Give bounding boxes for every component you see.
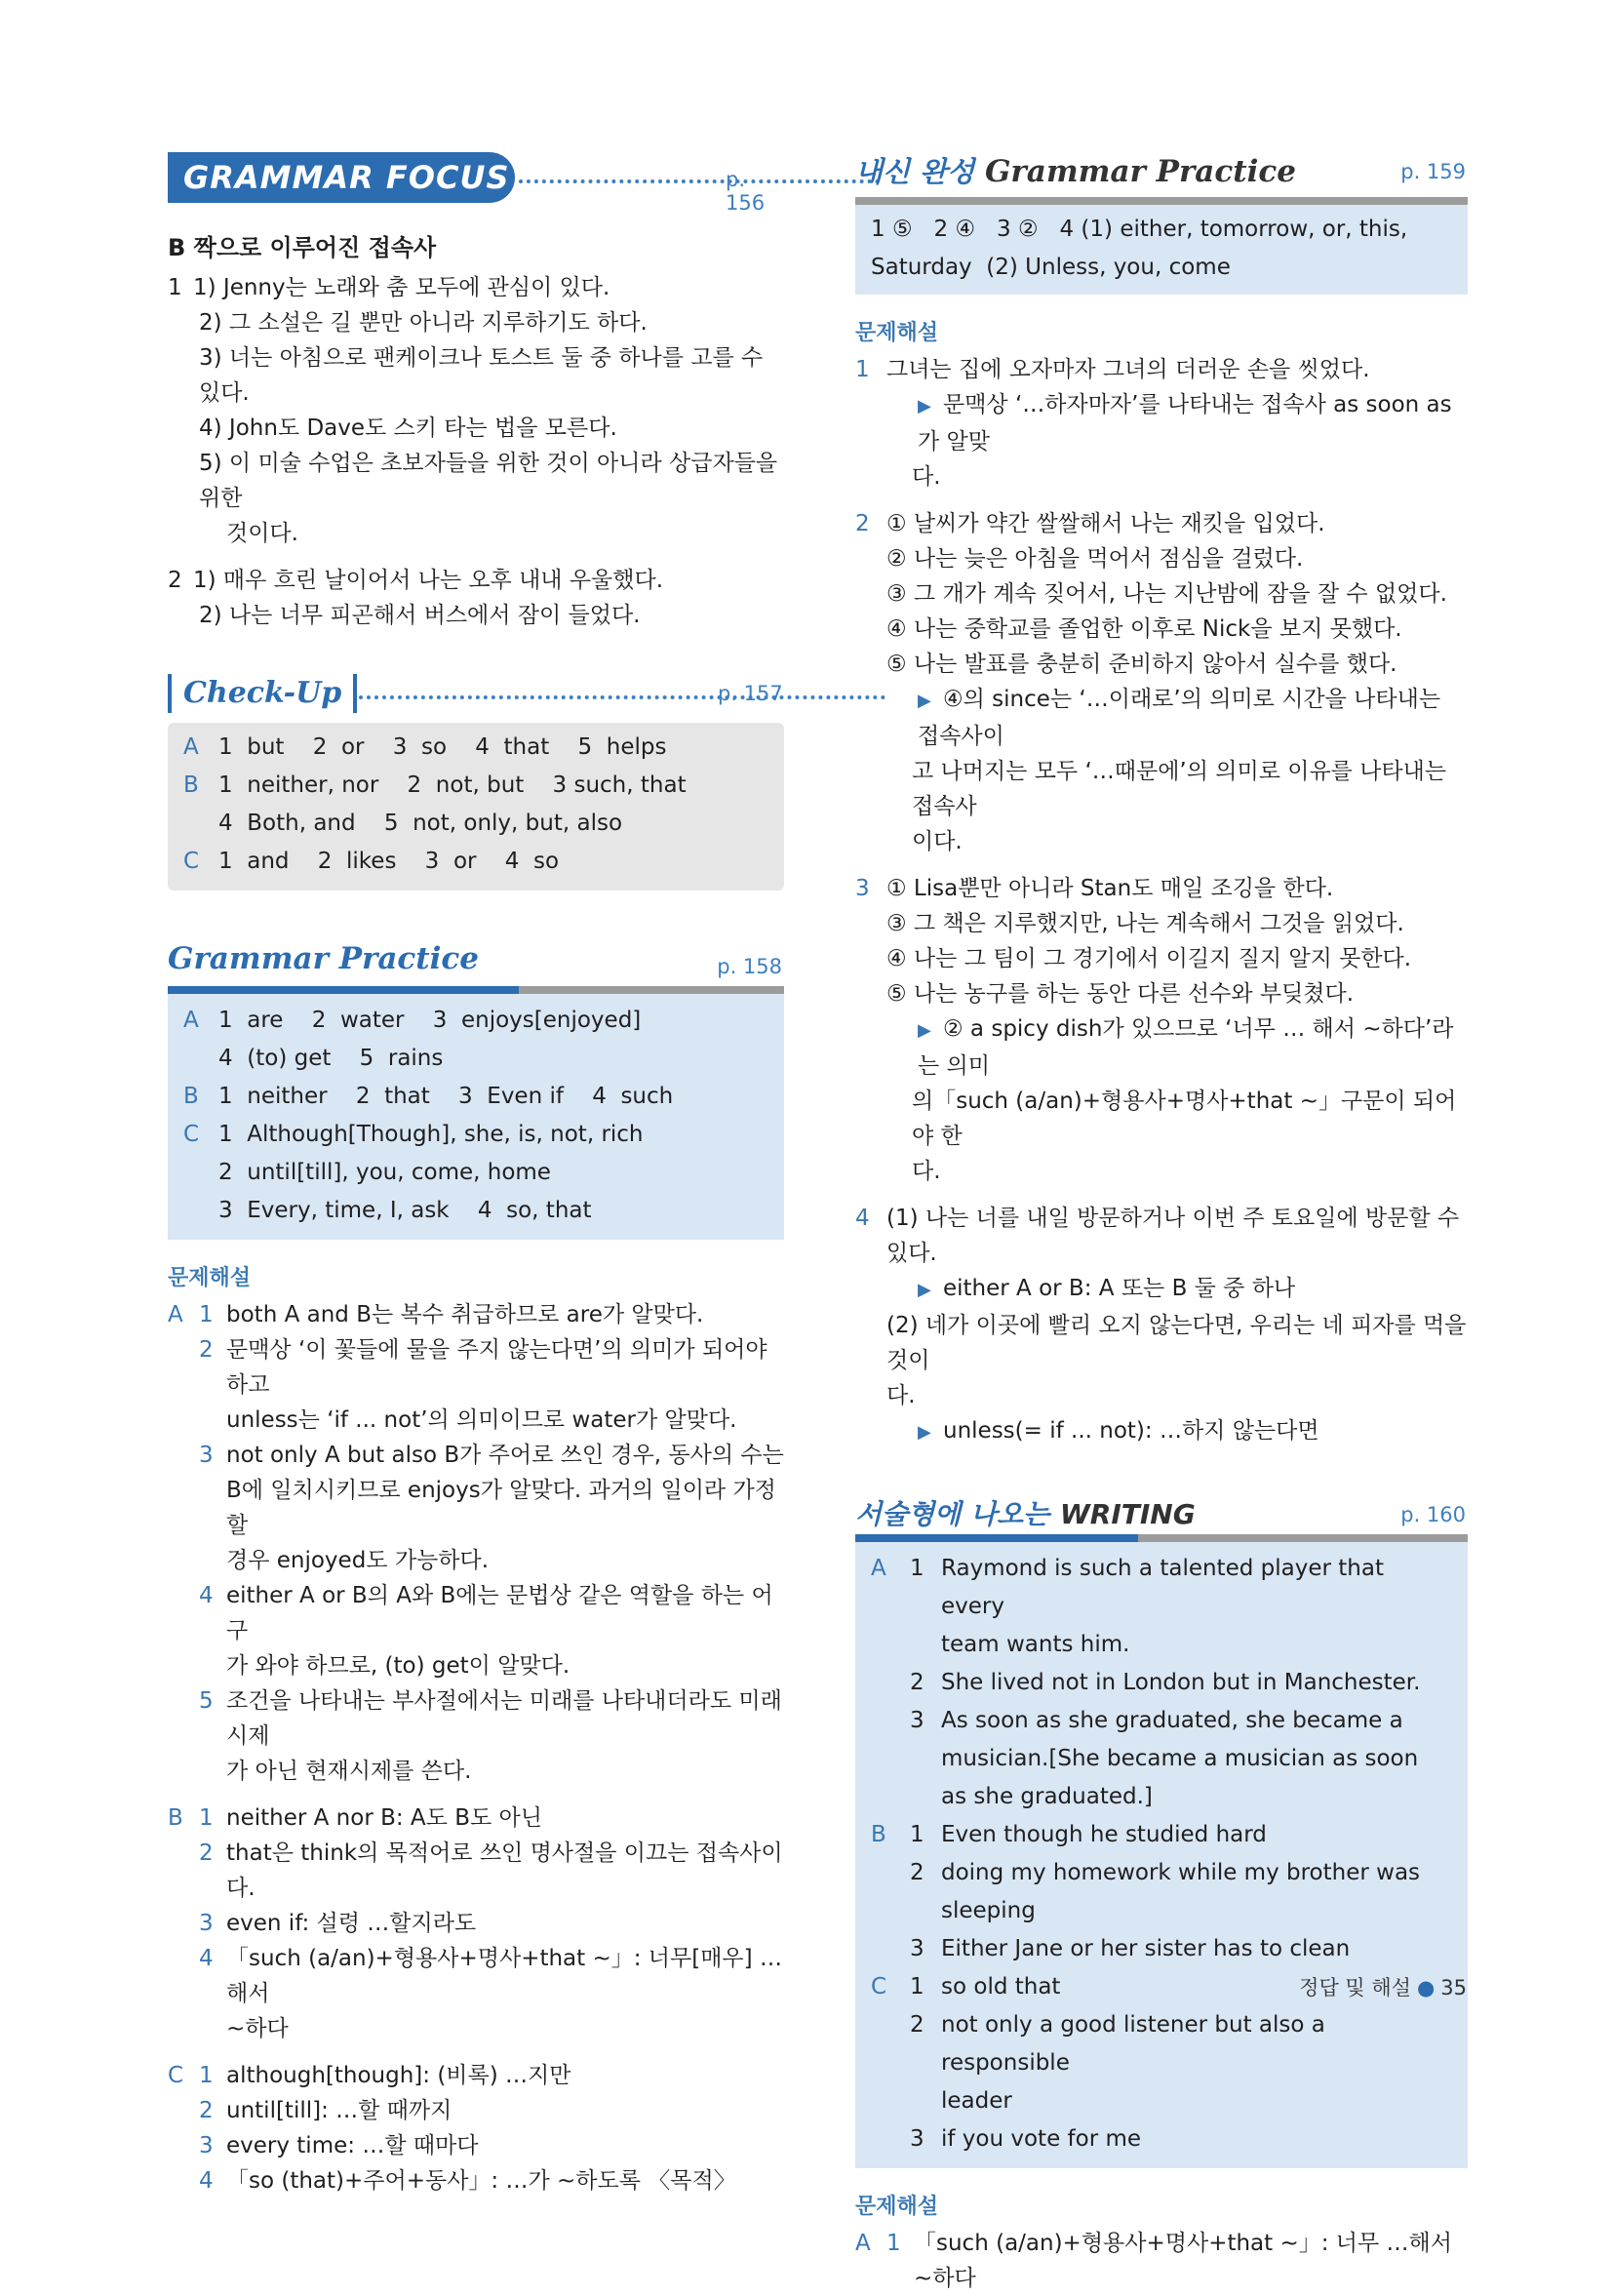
answer-line: Raymond is such a talented player that every: [941, 1556, 1384, 1619]
explanation-label: 문제해설: [855, 321, 939, 345]
answer-text: 1 and 2 likes 3 or 4 so: [218, 849, 560, 874]
grammar-focus-subhead: B 짝으로 이루어진 접속사: [168, 234, 437, 261]
ex-num: 4: [199, 1583, 214, 1608]
triangle-icon: ▶: [918, 1280, 931, 1300]
answer-line: team wants him.: [941, 1632, 1130, 1657]
ex-line: ① 날씨가 약간 쌀쌀해서 나는 재킷을 입었다.: [886, 511, 1325, 536]
list-item: [168, 563, 784, 633]
triangle-icon: ▶: [918, 1020, 931, 1041]
ex-line: both A and B는 복수 취급하므로 are가 알맞다.: [226, 1302, 704, 1327]
answer-row: [871, 2120, 1452, 2158]
item-text: 1) Jenny는 노래와 춤 모두에 관심이 있다.: [193, 275, 610, 300]
ex-text: 「such (a/an)+형용사+명사+that ~」: 너무 …해서 ~하다: [914, 2231, 1452, 2291]
answer-label: B: [183, 772, 199, 798]
answer-label: A: [871, 1556, 886, 1581]
answer-text: 1 neither, nor 2 not, but 3 such, that: [218, 772, 687, 798]
note-text: ② a spicy dish가 있으므로 ‘너무 … 해서 ~하다’라는 의미: [918, 1016, 1454, 1079]
note-text: 고 나머지는 모두 ‘…때문에’의 의미로 이유를 나타내는 접속사: [912, 759, 1447, 819]
answer-row: [871, 1930, 1452, 1968]
ex-num: 1: [199, 2063, 214, 2088]
answer-num: 3: [910, 1708, 925, 1733]
ex-num: 2: [199, 1337, 214, 1363]
grammar-practice-explanations: [168, 1297, 784, 2198]
answer-row: [183, 1154, 768, 1192]
explanation-item: [168, 1438, 784, 1578]
answer-text: 1 but 2 or 3 so 4 that 5 helps: [218, 734, 667, 760]
explanation-item: [168, 1332, 784, 1438]
writing-title-ko: 서술형에 나오는: [855, 1498, 1050, 1530]
grammar-focus-items: [168, 270, 784, 633]
answer-label: B: [871, 1822, 886, 1847]
page-ref: p. 158: [717, 955, 782, 978]
answer-line: 1 ⑤ 2 ④ 3 ② 4 (1) either, tomorrow, or, this,: [871, 217, 1408, 242]
answer-text: 1 are 2 water 3 enjoys[enjoyed]: [218, 1008, 642, 1033]
ex-num: 4: [199, 1946, 214, 1971]
writing-title-en: WRITING: [1059, 1498, 1196, 1530]
ex-num: 1: [855, 357, 870, 382]
answer-label: C: [183, 1122, 200, 1147]
ex-line: neither A nor B: A도 B도 아닌: [226, 1805, 542, 1831]
answer-label: A: [183, 734, 199, 760]
note-text: 문맥상 ‘…하자마자’를 나타내는 접속사 as soon as가 알맞: [918, 392, 1452, 455]
note-text: ④의 since는 ‘…이래로’의 의미로 시간을 나타내는 접속사이: [918, 687, 1441, 749]
explanation-item: [168, 1578, 784, 1683]
grammar-practice-answers: [168, 994, 784, 1240]
naesin-answers: [855, 205, 1468, 295]
note-line: [886, 1084, 1468, 1154]
ex-line: 다.: [886, 1383, 916, 1408]
ex-line: 조건을 나타내는 부사절에서는 미래를 나타내더라도 미래시제: [226, 1688, 782, 1749]
spacer: [168, 1789, 784, 1801]
note-line: [886, 387, 1468, 459]
answer-label: A: [183, 1008, 199, 1033]
page-ref: p. 159: [1400, 160, 1466, 183]
answer-num: 2: [910, 1860, 925, 1885]
item-line: [168, 270, 784, 305]
explanation-item: [855, 506, 1468, 859]
answer-row: [183, 729, 768, 767]
ex-line: that은 think의 목적어로 쓰인 명사절을 이끄는 접속사이다.: [226, 1841, 783, 1901]
explanation-item: [168, 1297, 784, 1332]
note-text: 다.: [912, 1159, 941, 1184]
ex-line: ④ 나는 중학교를 졸업한 이후로 Nick을 보지 못했다.: [886, 616, 1402, 642]
ex-line: 문맥상 ‘이 꽃들에 물을 주지 않는다면’의 의미가 되어야 하고: [226, 1337, 767, 1398]
page-ref: p. 156: [726, 168, 766, 215]
answer-num: 3: [910, 2126, 925, 2152]
ex-line: 「so (that)+주어+동사」: …가 ~하도록 〈목적〉: [226, 2168, 736, 2194]
triangle-icon: ▶: [918, 396, 931, 416]
ex-num: 3: [199, 2133, 214, 2158]
answer-line: as she graduated.]: [941, 1784, 1153, 1809]
ex-line: (1) 나는 너를 내일 방문하거나 이번 주 토요일에 방문할 수 있다.: [886, 1206, 1460, 1266]
dotted-leader: [359, 695, 885, 699]
note-line: [886, 682, 1468, 754]
footer-text: 정답 및 해설: [1299, 1976, 1411, 1999]
ex-num: 4: [855, 1206, 870, 1231]
answer-line: if you vote for me: [941, 2126, 1142, 2152]
ex-line: ③ 그 책은 지루했지만, 나는 계속해서 그것을 읽었다.: [886, 911, 1404, 936]
explanation-label: 문제해설: [855, 2195, 939, 2219]
ex-num: 3: [199, 1443, 214, 1468]
answer-num: 3: [910, 1936, 925, 1961]
answer-row: [871, 2006, 1452, 2120]
answer-row: [871, 1854, 1452, 1930]
answer-text: 3 Every, time, I, ask 4 so, that: [218, 1198, 592, 1223]
page-number: 35: [1440, 1976, 1467, 1999]
answer-line: Even though he studied hard: [941, 1822, 1267, 1847]
ex-line: 「such (a/an)+형용사+명사+that ~」: 너무[매우] …해서: [226, 1946, 782, 2006]
check-up-header: [168, 672, 784, 723]
answer-label: C: [183, 849, 200, 874]
answer-label: B: [183, 1084, 199, 1109]
answer-text: 4 (to) get 5 rains: [218, 1046, 444, 1071]
note-line: [886, 824, 1468, 859]
answer-text: 1 neither 2 that 3 Even if 4 such: [218, 1084, 674, 1109]
item-number: 1: [168, 275, 182, 300]
explanation-item: [855, 871, 1468, 1189]
answer-num: 1: [910, 1822, 925, 1847]
ex-num: 2: [855, 511, 870, 536]
answer-label: C: [871, 1974, 887, 1999]
ex-line: B에 일치시키므로 enjoys가 알맞다. 과거의 일이라 가정할: [226, 1478, 776, 1538]
ex-line: ~하다: [226, 2016, 289, 2041]
answer-line: doing my homework while my brother was: [941, 1860, 1421, 1885]
answer-line: leader: [941, 2088, 1012, 2114]
answer-row: [183, 1078, 768, 1116]
answer-line: Saturday (2) Unless, you, come: [871, 255, 1231, 280]
answer-line: She lived not in London but in Manchester.: [941, 1670, 1421, 1695]
note-line: [886, 1413, 1468, 1450]
grammar-practice-header: [168, 941, 784, 994]
ex-line: ④ 나는 그 팀이 그 경기에서 이길지 질지 알지 못한다.: [886, 946, 1412, 971]
explanation-item: [168, 2093, 784, 2128]
ex-label: A: [168, 1302, 183, 1327]
explanation-item: [168, 1941, 784, 2046]
ex-line: ⑤ 나는 발표를 충분히 준비하지 않아서 실수를 했다.: [886, 652, 1397, 677]
explanation-item: [168, 1906, 784, 1941]
answer-num: 2: [910, 1670, 925, 1695]
note-line: [886, 1011, 1468, 1084]
item-line: 2) 그 소설은 길 뿐만 아니라 지루하기도 하다.: [199, 310, 648, 336]
ex-num: 2: [199, 2098, 214, 2123]
item-line: 것이다.: [226, 521, 298, 546]
naesin-title-en: Grammar Practice: [984, 154, 1296, 189]
answer-row: [183, 1192, 768, 1230]
ex-line: 그녀는 집에 오자마자 그녀의 더러운 손을 씻었다.: [886, 357, 1370, 382]
writing-header: [855, 1487, 1468, 1542]
answer-row: [183, 1002, 768, 1040]
ex-line: (2) 네가 이곳에 빨리 오지 않는다면, 우리는 네 피자를 먹을 것이: [886, 1313, 1467, 1373]
ex-num: 1: [886, 2231, 901, 2256]
item-line: 4) John도 Dave도 스키 타는 법을 모른다.: [199, 416, 617, 441]
answer-row: [871, 1550, 1452, 1664]
ex-line: unless는 ‘if ... not’의 의미이므로 water가 알맞다.: [226, 1407, 737, 1433]
ex-line: 경우 enjoyed도 가능하다.: [226, 1548, 490, 1573]
page-ref: p. 160: [1400, 1503, 1466, 1526]
item-number: 2: [168, 568, 182, 593]
item-line: 5) 이 미술 수업은 초보자들을 위한 것이 아니라 상급자들을 위한: [199, 451, 778, 511]
section-bar: [855, 197, 1468, 205]
list-item: [168, 270, 784, 551]
naesin-title-ko: 내신 완성: [855, 155, 975, 188]
ex-line: every time: …할 때마다: [226, 2133, 479, 2158]
grammar-focus-title: GRAMMAR FOCUS: [168, 152, 515, 203]
answer-row: [183, 843, 768, 881]
answer-line: musician.[She became a musician as soon: [941, 1746, 1419, 1771]
ex-line: either A or B의 A와 B에는 문법상 같은 역할을 하는 어구: [226, 1583, 773, 1643]
location-pin-icon: ●: [1416, 1976, 1436, 1999]
answer-row: [871, 1664, 1452, 1702]
ex-label: A: [855, 2231, 871, 2256]
note-line: [886, 754, 1468, 824]
section-bar: [168, 986, 784, 994]
triangle-icon: ▶: [918, 691, 931, 711]
answer-row: [183, 767, 768, 805]
item-text: 1) 매우 흐린 날이어서 나는 오후 내내 우울했다.: [193, 568, 664, 593]
ex-num: 4: [199, 2168, 214, 2194]
writing-answers: [855, 1542, 1468, 2168]
left-column: [168, 146, 784, 2198]
answer-line: so old that: [941, 1974, 1061, 1999]
item-line: 2) 나는 너무 피곤해서 버스에서 잠이 들었다.: [199, 603, 641, 628]
ex-num: 5: [199, 1688, 214, 1714]
answer-num: 1: [910, 1974, 925, 1999]
ex-line: not only A but also B가 주어로 쓰인 경우, 동사의 수는: [226, 1443, 784, 1468]
answer-row: [183, 1040, 768, 1078]
explanation-item: [168, 2058, 784, 2093]
answer-row: [183, 1116, 768, 1154]
ex-num: 3: [855, 876, 870, 901]
answer-row: [183, 805, 768, 843]
answer-num: 1: [910, 1556, 925, 1581]
writing-explanation: [855, 2226, 1468, 2296]
ex-line: 가 와야 하므로, (to) get이 알맞다.: [226, 1653, 570, 1679]
answer-text: 2 until[till], you, come, home: [218, 1160, 551, 1185]
naesin-header: [855, 146, 1468, 205]
page-footer: [1299, 1972, 1467, 2001]
ex-num: 2: [199, 1841, 214, 1866]
spacer: [168, 2046, 784, 2058]
explanation-item: [168, 2128, 784, 2163]
note-text: either A or B: A 또는 B 둘 중 하나: [943, 1276, 1296, 1301]
dotted-leader: [519, 179, 880, 183]
explanation-item: [168, 1683, 784, 1789]
answer-line: As soon as she graduated, she became a: [941, 1708, 1403, 1733]
page-ref: p. 157: [718, 682, 783, 705]
ex-num: 1: [199, 1805, 214, 1831]
answer-num: 2: [910, 2012, 925, 2038]
answer-line: sleeping: [941, 1898, 1036, 1923]
note-text: 의「such (a/an)+형용사+명사+that ~」구문이 되어야 한: [912, 1089, 1457, 1149]
ex-num: 3: [199, 1911, 214, 1936]
answer-text: 4 Both, and 5 not, only, but, also: [218, 811, 623, 836]
writing-title: [855, 1493, 1196, 1532]
grammar-focus-header: [168, 152, 784, 215]
check-up-answers: [168, 723, 784, 891]
ex-line: ② 나는 늦은 아침을 먹어서 점심을 걸렀다.: [886, 546, 1304, 572]
explanation-item: [855, 1201, 1468, 1450]
answer-row: [871, 1816, 1452, 1854]
ex-line: even if: 설령 …할지라도: [226, 1911, 477, 1936]
explanation-item: [168, 1801, 784, 1836]
ex-line: ③ 그 개가 계속 짖어서, 나는 지난밤에 잠을 잘 수 없었다.: [886, 581, 1447, 607]
answer-text: 1 Although[Though], she, is, not, rich: [218, 1122, 644, 1147]
note-text: 다.: [912, 464, 941, 490]
check-up-title: Check-Up: [168, 674, 357, 713]
naesin-explanations: [855, 352, 1468, 1450]
section-bar: [855, 1534, 1468, 1542]
ex-line: although[though]: (비록) …지만: [226, 2063, 571, 2088]
ex-line: ⑤ 나는 농구를 하는 동안 다른 선수와 부딪쳤다.: [886, 981, 1355, 1007]
grammar-practice-title: Grammar Practice: [168, 941, 480, 976]
ex-num: 1: [199, 1302, 214, 1327]
item-line: 3) 너는 아침으로 팬케이크나 토스트 둘 중 하나를 고를 수 있다.: [199, 345, 764, 406]
explanation-item: [168, 1836, 784, 1906]
ex-label: C: [168, 2063, 184, 2088]
ex-line: 가 아닌 현재시제를 쓴다.: [226, 1759, 472, 1784]
ex-label: B: [168, 1805, 183, 1831]
answer-line: Either Jane or her sister has to clean: [941, 1936, 1351, 1961]
note-line: [886, 1154, 1468, 1189]
note-text: 이다.: [912, 829, 963, 854]
answer-line: not only a good listener but also a responsible: [941, 2012, 1325, 2076]
note-line: [886, 1271, 1468, 1308]
ex-line: ① Lisa뿐만 아니라 Stan도 매일 조깅을 한다.: [886, 876, 1334, 901]
note-line: [886, 459, 1468, 495]
explanation-item: [168, 2163, 784, 2198]
naesin-title: [855, 150, 1296, 190]
ex-line: until[till]: …할 때까지: [226, 2098, 452, 2123]
item-line: [168, 563, 784, 598]
explanation-label: 문제해설: [168, 1266, 252, 1290]
triangle-icon: ▶: [918, 1422, 931, 1443]
explanation-item: [855, 352, 1468, 495]
note-text: unless(= if ... not): …하지 않는다면: [943, 1418, 1319, 1444]
answer-row: [871, 1702, 1452, 1816]
